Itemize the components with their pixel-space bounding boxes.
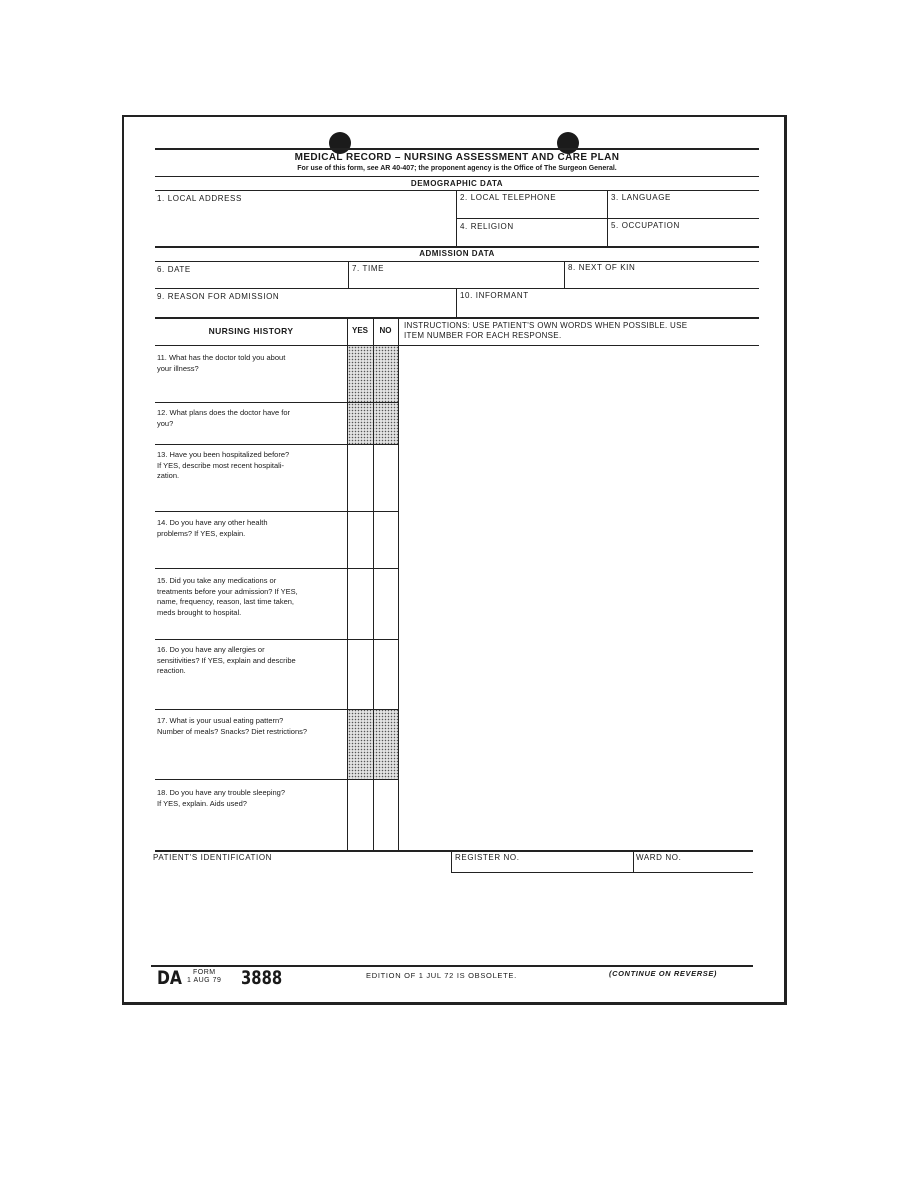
shaded-divider-b xyxy=(373,709,374,779)
row-rule-15 xyxy=(155,568,398,569)
form-subtitle: For use of this form, see AR 40-407; the proponent agency is the Office of The Surgeon General. xyxy=(297,165,617,172)
punch-hole-right xyxy=(557,132,579,154)
register-bottom-rule xyxy=(451,872,753,873)
next-of-kin-field[interactable]: 8. NEXT OF KIN xyxy=(568,263,636,272)
occupation-field[interactable]: 5. OCCUPATION xyxy=(611,221,680,230)
admission-top-rule xyxy=(155,246,759,248)
patient-id-top-rule xyxy=(155,850,753,852)
admission-divider-2 xyxy=(564,261,565,288)
demographic-section-title: DEMOGRAPHIC DATA xyxy=(410,179,504,188)
history-header-rule xyxy=(155,345,759,346)
form-date: 1 AUG 79 xyxy=(187,977,222,984)
instructions-text: INSTRUCTIONS: USE PATIENT'S OWN WORDS WHEN POSSIBLE. USE ITEM NUMBER FOR EACH RESPONSE. xyxy=(404,321,688,340)
row-rule-14 xyxy=(155,511,398,512)
question-12: 12. What plans does the doctor have for you? xyxy=(157,408,290,428)
register-number-field[interactable]: REGISTER NO. xyxy=(455,853,520,862)
da-label: DA xyxy=(157,967,182,989)
ward-number-field[interactable]: WARD NO. xyxy=(636,853,682,862)
reason-for-admission-field[interactable]: 9. REASON FOR ADMISSION xyxy=(157,292,280,301)
shaded-divider-a xyxy=(373,346,374,444)
admission-header-rule xyxy=(155,261,759,262)
local-telephone-field[interactable]: 2. LOCAL TELEPHONE xyxy=(460,193,557,202)
time-field[interactable]: 7. TIME xyxy=(352,264,385,273)
nursing-history-heading: NURSING HISTORY xyxy=(208,326,294,336)
row-rule-13 xyxy=(155,444,398,445)
continue-on-reverse: (CONTINUE ON REVERSE) xyxy=(609,969,718,978)
no-column-right-rule xyxy=(398,317,399,851)
admission-divider-1 xyxy=(348,261,349,288)
row-rule-16 xyxy=(155,639,398,640)
form-label: FORM xyxy=(193,969,216,976)
question-17: 17. What is your usual eating pattern? Number of meals? Snacks? Diet restrictions? xyxy=(157,716,308,736)
question-15: 15. Did you take any medications or treatments before your admission? If YES, name, frequency, reason, last time taken, meds brought to hospital. xyxy=(157,576,298,617)
history-top-rule xyxy=(155,317,759,319)
admission-mid-rule xyxy=(155,288,759,289)
row-rule-18 xyxy=(155,779,398,780)
question-18: 18. Do you have any trouble sleeping? If YES, explain. Aids used? xyxy=(157,788,286,808)
question-11: 11. What has the doctor told you about your illness? xyxy=(157,353,286,373)
form-title: MEDICAL RECORD – NURSING ASSESSMENT AND CARE PLAN xyxy=(294,152,620,163)
language-field[interactable]: 3. LANGUAGE xyxy=(611,193,671,202)
question-14: 14. Do you have any other health problems? If YES, explain. xyxy=(157,518,268,538)
register-ward-divider xyxy=(633,850,634,872)
header-top-rule xyxy=(155,148,759,150)
row-rule-17 xyxy=(155,709,398,710)
local-address-field[interactable]: 1. LOCAL ADDRESS xyxy=(157,194,242,203)
row-rule-12 xyxy=(155,402,398,403)
no-column-heading: NO xyxy=(379,326,392,335)
register-left-rule xyxy=(451,850,452,872)
question-16: 16. Do you have any allergies or sensitivities? If YES, explain and describe reaction. xyxy=(157,645,296,675)
patient-identification-label: PATIENT'S IDENTIFICATION xyxy=(153,853,273,862)
form-number: 3888 xyxy=(241,967,283,989)
question-13: 13. Have you been hospitalized before? If YES, describe most recent hospitali- zation. xyxy=(157,450,290,480)
punch-hole-left xyxy=(329,132,351,154)
religion-field[interactable]: 4. RELIGION xyxy=(460,222,514,231)
yes-column-heading: YES xyxy=(351,326,368,335)
demographic-top-rule xyxy=(155,176,759,177)
admission-section-title: ADMISSION DATA xyxy=(419,249,495,258)
date-field[interactable]: 6. DATE xyxy=(157,265,191,274)
demographic-mid-rule xyxy=(456,218,759,219)
demographic-header-rule xyxy=(155,190,759,191)
edition-notice: EDITION OF 1 JUL 72 IS OBSOLETE. xyxy=(366,971,517,980)
admission-divider-3 xyxy=(456,288,457,317)
informant-field[interactable]: 10. INFORMANT xyxy=(460,291,529,300)
